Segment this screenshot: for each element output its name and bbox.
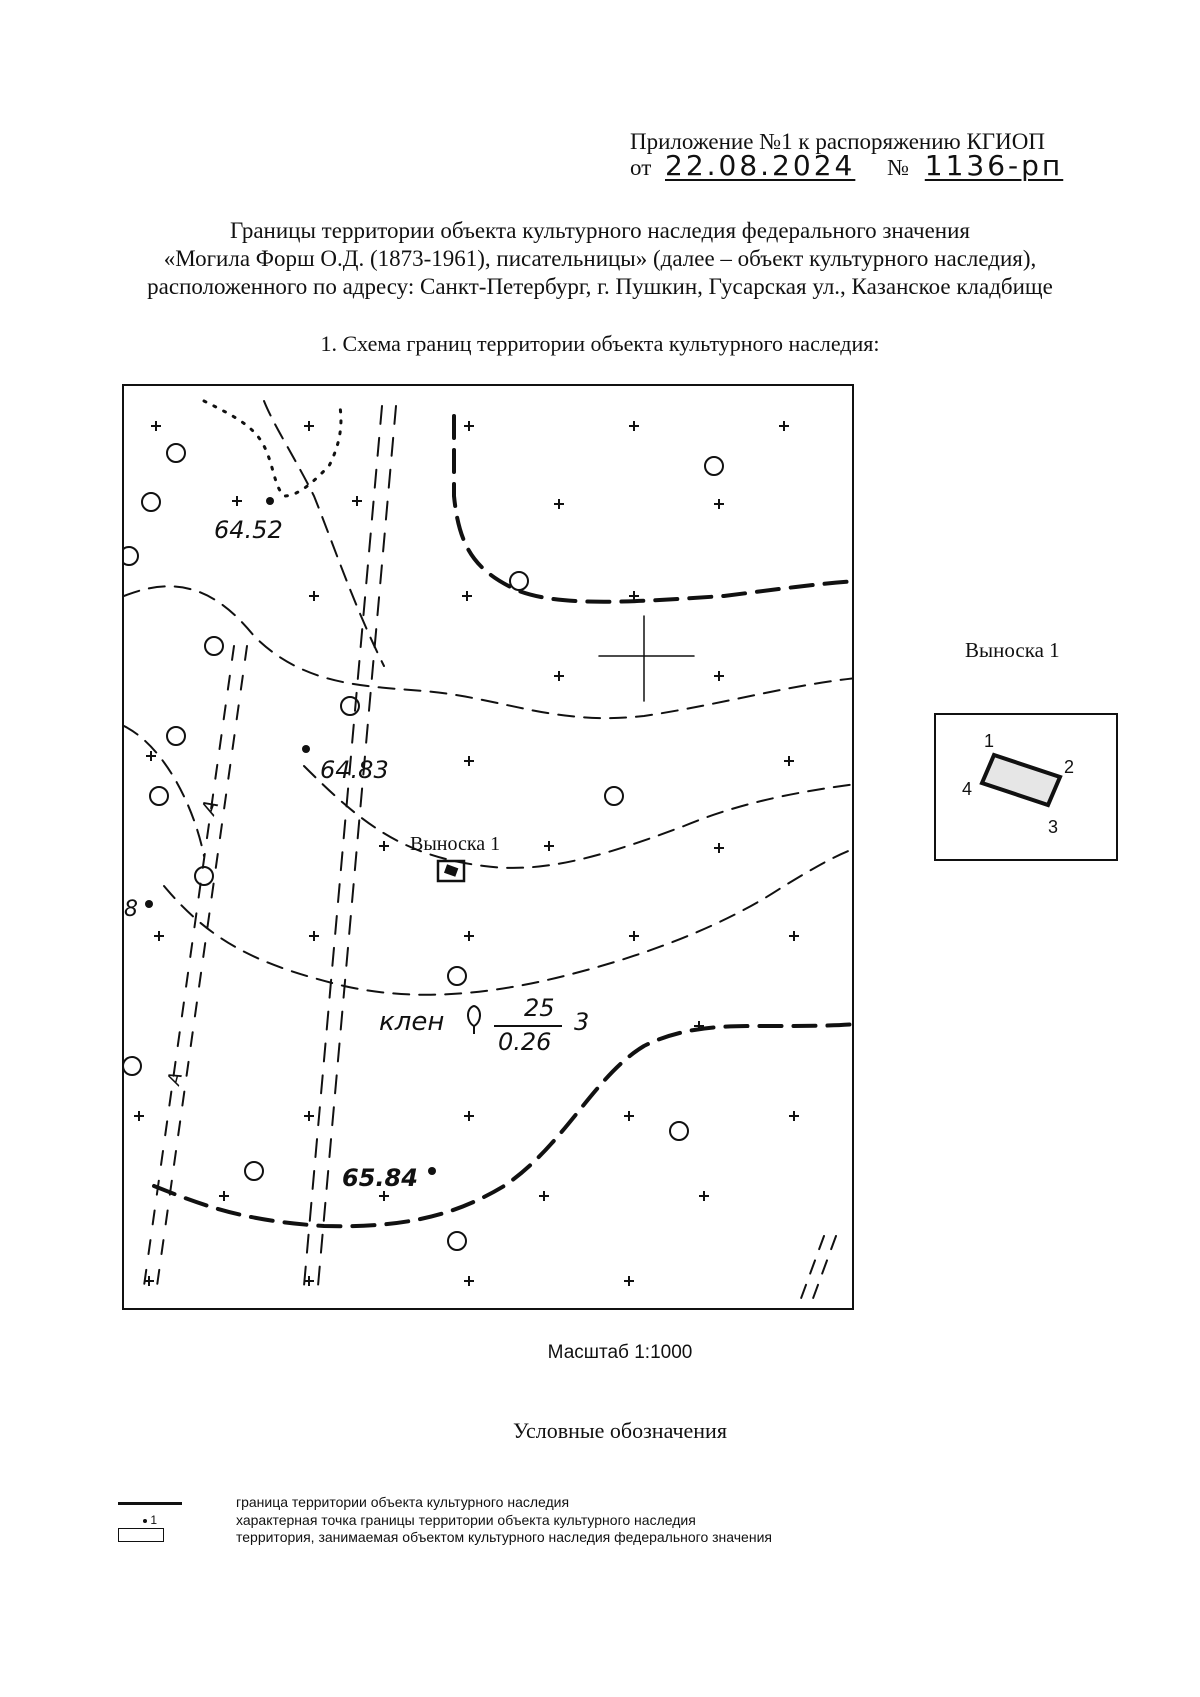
callout-detail-drawing (936, 715, 1116, 859)
contour-line-4 (124, 726, 204, 856)
map-scale: Масштаб 1:1000 (547, 1342, 693, 1363)
tree-species-label: клен (379, 1007, 445, 1037)
title-line-1: Границы территории объекта культурного наследия федерального значения (230, 218, 970, 243)
road-letter-a-2: A (163, 1069, 188, 1088)
elevation-label-1: 64.52 (214, 516, 283, 544)
callout-point-2: 2 (1064, 757, 1075, 777)
map-drawing (124, 386, 854, 1310)
contour-line-3 (164, 848, 854, 995)
survey-cross (599, 616, 694, 701)
number-prefix: № (887, 155, 910, 180)
title-line-2: «Могила Форш О.Д. (1873-1961), писательницы» (далее – объект культурного наследия), (163, 246, 1037, 271)
legend-item-boundary: граница территории объекта культурного наследия (236, 1494, 570, 1510)
callout-caption: Выноска 1 (965, 638, 1060, 662)
boundary-scheme-map (122, 384, 854, 1310)
callout-point-4: 4 (962, 779, 973, 799)
section-heading: 1. Схема границ территории объекта культурного наследия: (320, 331, 880, 356)
order-date: 22.08.2024 (665, 149, 856, 182)
dotted-path (204, 401, 341, 496)
legend-title: Условные обозначения (513, 1418, 727, 1443)
callout-point-1: 1 (984, 731, 995, 751)
object-territory-polygon (982, 755, 1060, 805)
date-prefix: от (630, 155, 652, 180)
callout-detail-box (934, 713, 1118, 861)
elevation-points (145, 497, 436, 1175)
legend-point-dot (143, 1519, 147, 1523)
order-date-number (630, 149, 1160, 182)
tree-height-label: 25 (524, 994, 555, 1022)
tree-count-label: 3 (574, 1008, 590, 1036)
appendix-line: Приложение №1 к распоряжению КГИОП (630, 129, 1045, 154)
order-number: 1136-рп (924, 149, 1064, 182)
legend-boundary-line-sample (118, 1502, 182, 1505)
legend-point-number: 1 (150, 1513, 158, 1527)
callout-point-3: 3 (1048, 817, 1059, 837)
legend-item-territory: территория, занимаемая объектом культурного наследия федерального значения (236, 1529, 772, 1545)
title-line-3: расположенного по адресу: Санкт-Петербург, г. Пушкин, Гусарская ул., Казанское кладбище (147, 274, 1053, 299)
elevation-label-3: 65.84 (342, 1164, 418, 1192)
tree-diameter-label: 0.26 (498, 1028, 552, 1056)
callout-marker (438, 861, 464, 881)
legend-point-sample (118, 1513, 182, 1527)
tree-symbol-icon (468, 1006, 480, 1034)
boundary-point-8-label: 8 (124, 897, 138, 922)
legend-territory-sample (118, 1528, 164, 1542)
legend-item-point: характерная точка границы территории объекта культурного наследия (236, 1512, 696, 1528)
elevation-label-2: 64.83 (320, 756, 389, 784)
road-letter-a-1: A (196, 796, 224, 818)
callout-map-label: Выноска 1 (410, 833, 501, 855)
